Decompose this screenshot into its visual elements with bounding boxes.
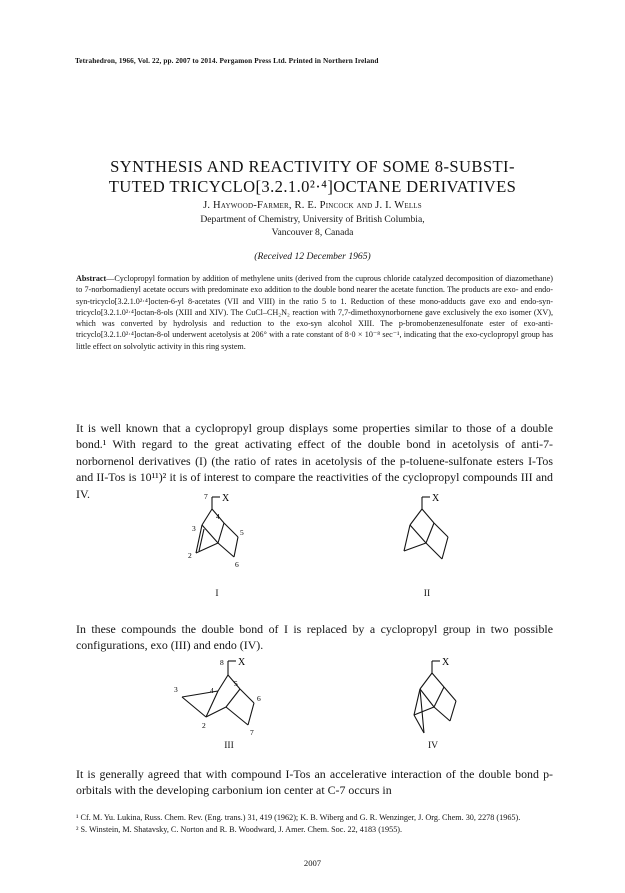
- abstract-text: —Cyclopropyl formation by addition of methylene units (derived from the cuprous chloride catalyzed decomposition of diazomethane) to 7-norbornadienyl acetate occurs with predominate exo addition to the double bond nearer the acetate function. The products are exo- and endo-syn-tricyclo[3.2.1.0²·⁴]octen-6-yl 8-acetates (VII and VIII) in the ratio 5 to 1. Reduction of these mono-adducts gave exo and endo-syn-tricyclo[3.2.1.0²·⁴]octan-8-ols (XIII and XIV). The CuCl–CH₂N₂ reaction with 7,7-dimethoxynorbornene gave exclusively the exo isomer (XV), which was converted by hydrolysis and reduction to the exo-syn alcohol XIII. The p-bromobenzenesulfonate ester of exo-anti-tricyclo[3.2.1.0²·⁴]octan-8-ol underwent acetolysis at 206° with a rate constant of 8·0 × 10⁻⁸ sec⁻¹, indicating that the exo-cyclopropyl group has little effect on solvolytic activity in this ring system.: [76, 274, 553, 351]
- structure-I: [180, 485, 260, 599]
- affiliation-line-1: Department of Chemistry, University of British Columbia,: [200, 214, 425, 225]
- structure-III-num-3: 3: [174, 685, 178, 694]
- structure-I-num-6: 6: [235, 560, 239, 569]
- structure-II-label: II: [423, 588, 431, 599]
- structure-III-num-4: 4: [210, 686, 214, 695]
- journal-header: Tetrahedron, 1966, Vol. 22, pp. 2007 to 2014. Pergamon Press Ltd. Printed in Northern Ireland: [75, 56, 379, 65]
- received-date: (Received 12 December 1965): [254, 251, 371, 262]
- affiliation-line-2: Vancouver 8, Canada: [271, 227, 354, 238]
- structure-II-x: X: [432, 493, 440, 504]
- structure-IV: [400, 655, 480, 755]
- structure-III-num-2: 2: [202, 721, 206, 730]
- structure-III-label: III: [224, 740, 234, 751]
- structure-IV-label: IV: [427, 740, 439, 751]
- structure-IV-x: X: [442, 657, 450, 668]
- structure-I-num-7: 7: [204, 492, 208, 501]
- author-block: [50, 199, 575, 239]
- structure-II: [390, 485, 470, 599]
- structure-I-num-2: 2: [188, 551, 192, 560]
- structure-III-num-5: 5: [234, 679, 238, 688]
- author-names: J. Haywood-Farmer, R. E. Pincock and J. I. Wells: [203, 200, 422, 211]
- abstract-label: Abstract: [76, 274, 107, 283]
- abstract: [76, 273, 553, 352]
- structure-I-num-3: 3: [192, 524, 196, 533]
- structure-I-x: X: [222, 493, 230, 504]
- structure-III-num-7: 7: [250, 728, 254, 737]
- structure-III-x: X: [238, 657, 246, 668]
- title-line-1: SYNTHESIS AND REACTIVITY OF SOME 8-SUBSTI-: [110, 157, 515, 176]
- structure-I-drawing: [180, 485, 260, 590]
- paragraph-1: It is well known that a cyclopropyl group displays some properties similar to those of a double bond.¹ With regard to the great activating effect of the double bond in acetolysis of anti-7-norbornenol derivatives (I) (the ratio of rates in acetolysis of the p-toluene-sulfonate esters I-Tos and II-Tos is 10¹¹)² it is of interest to compare the reactivities of the cyclopropyl compounds III and IV.: [76, 421, 553, 501]
- title-line-2: TUTED TRICYCLO[3.2.1.0²·⁴]OCTANE DERIVATIVES: [108, 177, 517, 196]
- article-title: [50, 157, 575, 197]
- structure-II-drawing: [390, 485, 470, 590]
- structure-I-num-4: 4: [216, 512, 220, 521]
- paragraph-3: It is generally agreed that with compound I-Tos an accelerative interaction of the double bond p-orbitals with the developing carbonium ion center at C-7 occurs in: [76, 767, 553, 798]
- paragraph-2: In these compounds the double bond of I is replaced by a cyclopropyl group in two possible configurations, exo (III) and endo (IV).: [76, 622, 553, 653]
- structure-III: [170, 655, 280, 755]
- page-number: 2007: [303, 858, 322, 868]
- structure-I-label: I: [215, 588, 219, 599]
- structure-III-num-6: 6: [257, 694, 261, 703]
- footnote-2: ² S. Winstein, M. Shatavsky, C. Norton and R. B. Woodward, J. Amer. Chem. Soc. 22, 4183 (1955).: [76, 824, 403, 834]
- structure-I-num-5: 5: [240, 528, 244, 537]
- structure-III-num-8: 8: [220, 658, 224, 667]
- footnotes: [76, 812, 553, 835]
- footnote-1: ¹ Cf. M. Yu. Lukina, Russ. Chem. Rev. (Eng. trans.) 31, 419 (1962); K. B. Wiberg and G. R. Wenzinger, J. Org. Chem. 30, 2278 (1965).: [76, 813, 521, 822]
